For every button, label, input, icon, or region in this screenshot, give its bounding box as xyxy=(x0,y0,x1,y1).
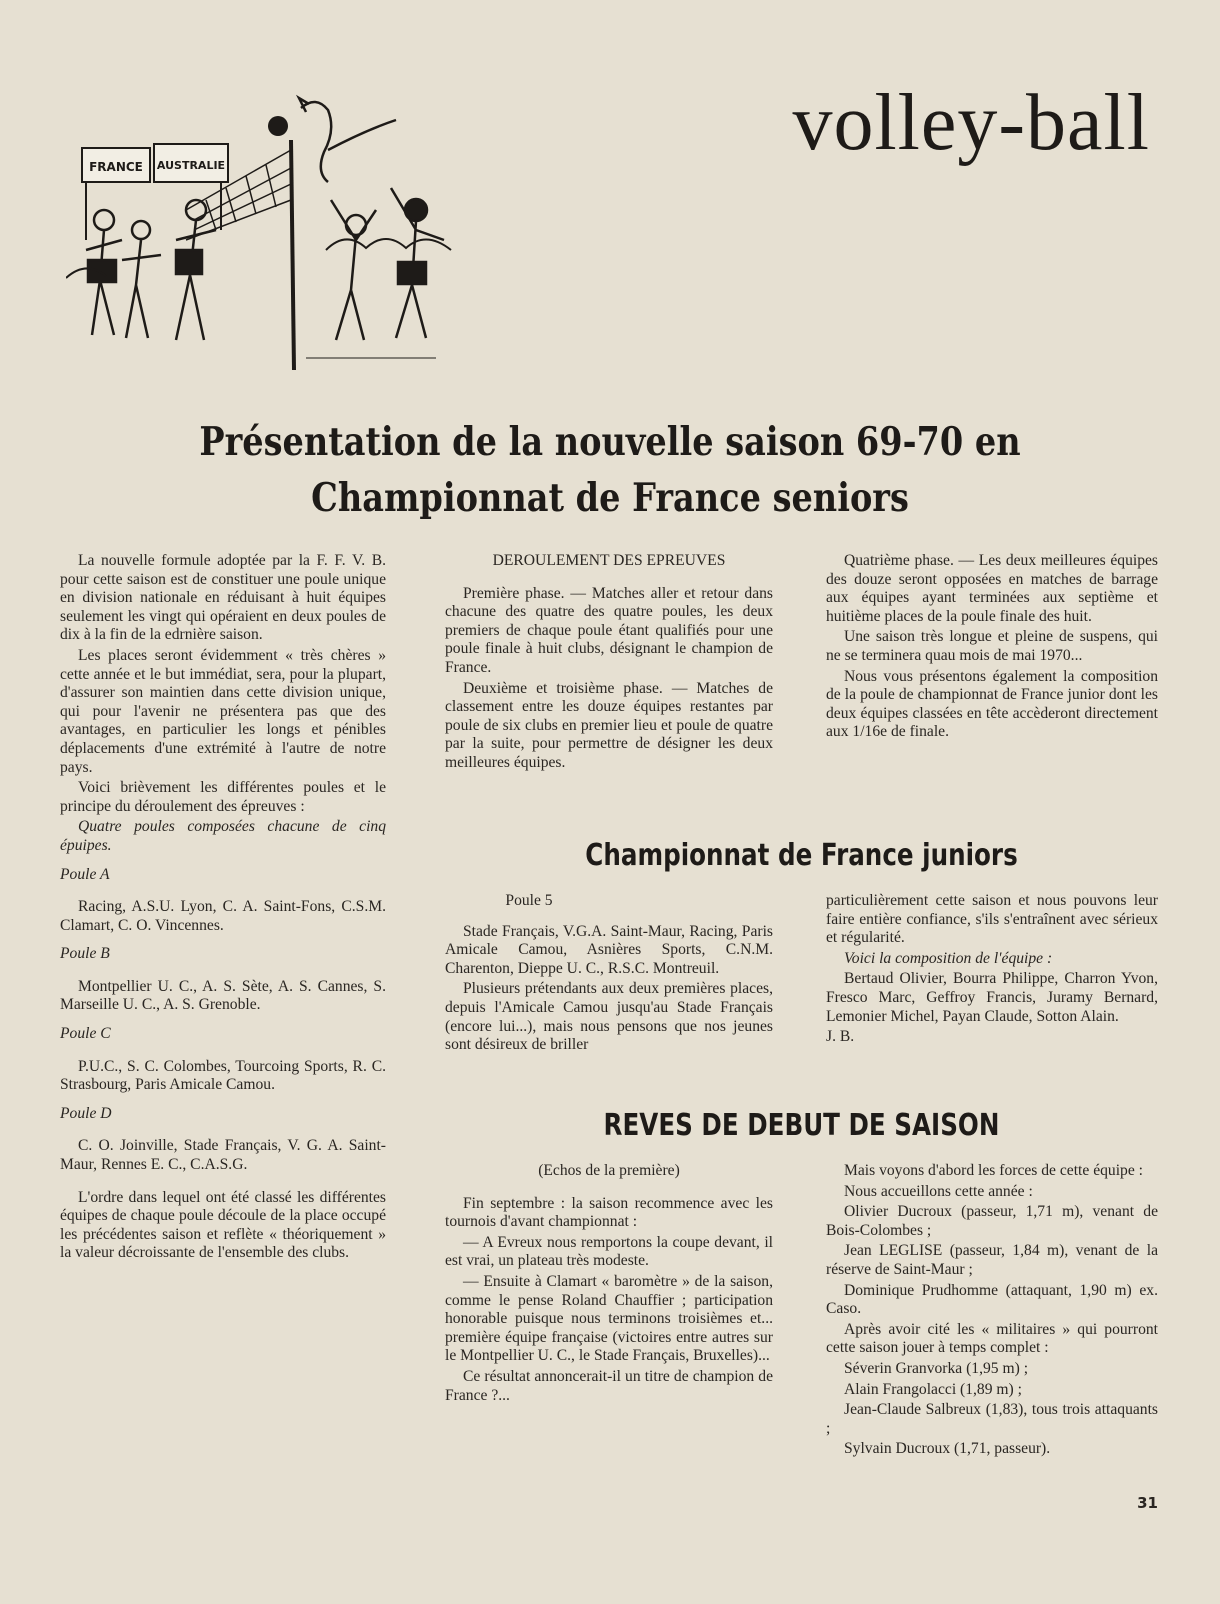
juniors-heading: Championnat de France juniors xyxy=(585,838,1018,873)
col3-paragraph: Nous vous présentons également la composition de la poule de championnat de France junior dont les deux équipes classées en tête accèderont directement aux 1/16e de finale. xyxy=(826,667,1158,741)
col1-paragraph: Les places seront évidemment « très chères » cette année et le but immédiat, sera, pour la plupart, d'assurer son maintien dans cette division unique, qui pour l'avenir ne présentera pas que des avantages, en particulier les longs et pénibles déplacements d'une extrémité à l'autre de notre pays. xyxy=(60,646,386,776)
column-3-top xyxy=(826,552,1158,744)
page-number: 31 xyxy=(1137,1494,1158,1512)
reves-paragraph: Olivier Ducroux (passeur, 1,71 m), venant de Bois-Colombes ; xyxy=(826,1203,1158,1239)
main-headline: Présentation de la nouvelle saison 69-70 en Championnat de France seniors xyxy=(199,419,1021,521)
col1-paragraph: Voici brièvement les différentes poules et le principe du déroulement des épreuves : xyxy=(60,779,386,815)
reves-paragraph: Jean LEGLISE (passeur, 1,84 m), venant de la réserve de Saint-Maur ; xyxy=(826,1242,1158,1278)
reves-paragraph: Séverin Granvorka (1,95 m) ; xyxy=(844,1359,1029,1377)
reves-column-2 xyxy=(826,1162,1158,1461)
reves-paragraph: Mais voyons d'abord les forces de cette équipe : xyxy=(844,1162,1143,1179)
net-post xyxy=(291,140,294,370)
col1-paragraph: L'ordre dans lequel ont été classé les différentes équipes de chaque poule découle de la place occupé les précédentes saison et reflète « théoriquement » la valeur décroissante de l'ensemble des clubs. xyxy=(60,1188,386,1262)
reves-heading: REVES DE DEBUT DE SAISON xyxy=(603,1108,1000,1143)
juniors-paragraph: Stade Français, V.G.A. Saint-Maur, Racing, Paris Amicale Camou, Asnières Sports, C.N.M. Charenton, Dieppe U. C., R.S.C. Montreuil. xyxy=(445,922,773,977)
column-2-top xyxy=(445,552,773,775)
poule-c-heading: Poule C xyxy=(60,1025,111,1043)
poule-b-heading: Poule B xyxy=(60,945,110,963)
sign-australie-label: AUSTRALIE xyxy=(156,159,226,172)
volleyball-cartoon-illustration xyxy=(66,90,466,380)
reves-paragraph: Sylvain Ducroux (1,71, passeur). xyxy=(844,1440,1051,1458)
sign-france-label: FRANCE xyxy=(89,160,143,174)
poule-b-list: Montpellier U. C., A. S. Sète, A. S. Cannes, S. Marseille U. C., A. S. Grenoble. xyxy=(60,977,386,1014)
poule-c-list: P.U.C., S. C. Colombes, Tourcoing Sports, R. C. Strasbourg, Paris Amicale Camou. xyxy=(60,1057,386,1094)
reves-paragraph: Nous accueillons cette année : xyxy=(844,1182,1033,1200)
players-right xyxy=(331,188,444,340)
reves-paragraph: Jean-Claude Salbreux (1,83), tous trois attaquants ; xyxy=(826,1401,1158,1437)
juniors-paragraph: Voici la composition de l'équipe : xyxy=(844,949,1053,967)
juniors-column-1 xyxy=(445,892,773,1057)
reves-subheading: (Echos de la première) xyxy=(538,1162,680,1179)
author-signature: J. B. xyxy=(826,1028,855,1046)
juniors-team-list: Bertaud Olivier, Bourra Philippe, Charron Yvon, Fresco Marc, Geffroy Francis, Juramy Bernard, Lemonier Michel, Payan Claude, Sotton Alain. xyxy=(826,970,1158,1025)
column-1 xyxy=(60,552,386,1265)
col1-paragraph: Quatre poules composées chacune de cinq épuipes. xyxy=(60,818,386,854)
col2-paragraph: Deuxième et troisième phase. — Matches de classement entre les douze équipes restantes par poule de six clubs en premier lieu et poule de quatre par la suite, pour permettre de désigner les deux meilleures équipes. xyxy=(445,679,773,771)
poule-a-heading: Poule A xyxy=(60,865,110,883)
volleyball-ball xyxy=(268,116,288,136)
poule-d-heading: Poule D xyxy=(60,1104,112,1122)
reves-paragraph: Dominique Prudhomme (attaquant, 1,90 m) ex. Caso. xyxy=(826,1281,1158,1318)
col3-paragraph: Quatrième phase. — Les deux meilleures équipes des douze seront opposées en matches de barrage aux équipes ayant terminées aux septième et huitième places de la poule finale des huit. xyxy=(826,552,1158,625)
deroulement-heading: DEROULEMENT DES EPREUVES xyxy=(492,552,726,569)
reves-paragraph: Alain Frangolacci (1,89 m) ; xyxy=(844,1380,1022,1398)
reves-paragraph: Après avoir cité les « militaires » qui pourront cette saison jouer à temps complet : xyxy=(826,1320,1158,1357)
poule-d-list: C. O. Joinville, Stade Français, V. G. A. Saint-Maur, Rennes E. C., C.A.S.G. xyxy=(60,1137,386,1174)
reves-column-1 xyxy=(445,1162,773,1407)
kangaroo-figure xyxy=(299,98,396,182)
reves-paragraph: — Ensuite à Clamart « baromètre » de la saison, comme le pense Roland Chauffier ; participation honorable puisque nous terminons troisièmes et... première équipe française (victoires entre autres sur le Montpellier U. C., le Stade Français, Bruxelles)... xyxy=(445,1272,773,1365)
col1-paragraph: La nouvelle formule adoptée par la F. F. V. B. pour cette saison est de constituer une poule unique en division nationale en réduisant à huit équipes seulement les vingt qui opéraient en deux poules de dix à la fin de la edrnière saison. xyxy=(60,552,386,644)
poule-5-heading: Poule 5 xyxy=(505,892,553,909)
reves-paragraph: Ce résultat annoncerait-il un titre de champion de France ?... xyxy=(445,1367,773,1404)
players-left xyxy=(86,200,216,340)
reves-paragraph: — A Evreux nous remportons la coupe devant, il est vrai, un plateau très modeste. xyxy=(445,1233,773,1270)
section-title: volley-ball xyxy=(792,79,1150,167)
juniors-column-2 xyxy=(826,892,1158,1049)
col3-paragraph: Une saison très longue et pleine de suspens, qui ne se terminera quau mois de mai 1970... xyxy=(826,628,1158,664)
juniors-paragraph: Plusieurs prétendants aux deux premières places, depuis l'Amicale Camou jusqu'au Stade Français (encore lui...), mais nous pensons que nos jeunes sont désireux de briller xyxy=(445,980,773,1054)
reves-paragraph: Fin septembre : la saison recommence avec les tournois d'avant championnat : xyxy=(445,1194,773,1231)
poule-a-list: Racing, A.S.U. Lyon, C. A. Saint-Fons, C.S.M. Clamart, C. O. Vincennes. xyxy=(60,898,386,934)
col2-paragraph: Première phase. — Matches aller et retour dans chacune des quatre des quatre poules, les deux premiers de chaque poule étant qualifiés pour une poule finale à huit clubs, désignant le champion de France. xyxy=(445,584,773,676)
juniors-paragraph: particulièrement cette saison et nous pouvons leur faire entière confiance, s'ils s'entraînent avec sérieux et régularité. xyxy=(826,892,1158,947)
